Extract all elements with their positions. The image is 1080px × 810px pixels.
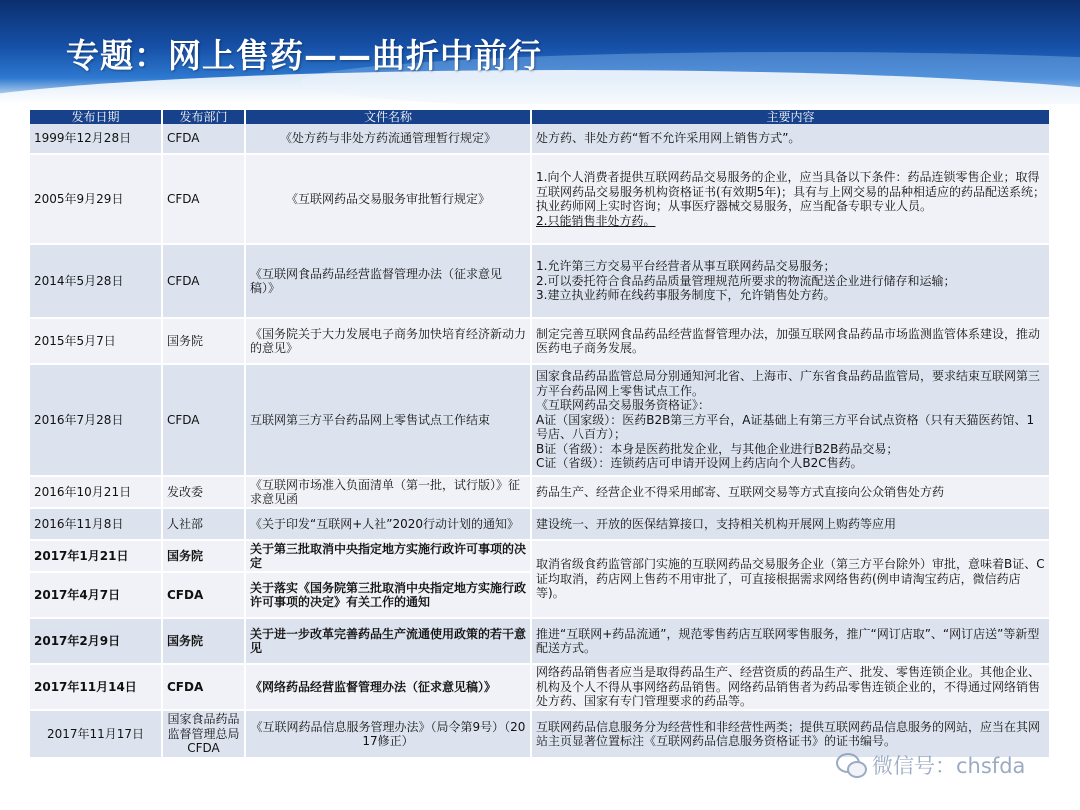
content-line: 国家食品药品监管总局分别通知河北省、上海市、广东省食品药品监管局，要求结束互联网第三方平台药品网上零售试点工作。 [536,369,1041,398]
row-content [531,508,1050,540]
row-date: 2017年11月17日 [30,710,162,758]
policy-table [30,110,1051,759]
table-header-row [30,110,1050,124]
row-content [531,476,1050,508]
row-content [531,618,1050,664]
row-file: 《关于印发“互联网+人社”2020行动计划的通知》 [245,508,531,540]
row-dept: 国务院 [162,318,245,364]
row-dept: 国家食品药品监督管理总局CFDA [162,710,245,758]
wechat-watermark [836,748,1051,782]
header-dept: 发布部门 [162,110,245,124]
content-line: 1.允许第三方交易平台经营者从事互联网药品交易服务； [536,259,836,274]
row-file: 《互联网药品信息服务管理办法》（局令第9号）（2017修正） [245,710,531,758]
row-date: 1999年12月28日 [30,124,162,154]
row-date: 2016年11月8日 [30,508,162,540]
row-content [531,154,1050,244]
header-date: 发布日期 [30,110,162,124]
row-file: 《国务院关于大力发展电子商务加快培育经济新动力的意见》 [245,318,531,364]
row-file: 关于进一步改革完善药品生产流通使用政策的若干意见 [245,618,531,664]
row-date: 2017年11月14日 [30,664,162,710]
row-dept: 国务院 [162,618,245,664]
content-line: 推进“互联网+药品流通”，规范零售药店互联网零售服务，推广“网订店取”、“网订店送”等新型配送方式。 [536,626,1040,655]
row-content [531,124,1050,154]
content-line: 互联网药品信息服务分为经营性和非经营性两类；提供互联网药品信息服务的网站，应当在其网站主页显著位置标注《互联网药品信息服务资格证书》的证书编号。 [536,719,1041,748]
row-content [531,318,1050,364]
row-date: 2016年7月28日 [30,364,162,476]
row-dept: 发改委 [162,476,245,508]
row-dept: CFDA [162,572,245,618]
table-row [30,154,1050,244]
table-row [30,244,1050,318]
row-file: 《互联网市场准入负面清单（第一批，试行版）》征求意见函 [245,476,531,508]
row-date: 2016年10月21日 [30,476,162,508]
content-line: 取消省级食药监管部门实施的互联网药品交易服务企业（第三方平台除外）审批，意味着B证、C证均取消，药店网上售药不用审批了，可直接根据需求网络售药(例申请淘宝药店，微信药店等)。 [536,557,1045,601]
table-row [30,664,1050,710]
content-line: 建设统一、开放的医保结算接口，支持相关机构开展网上购药等应用 [536,516,897,531]
content-line: B证（省级）：本身是医药批发企业，与其他企业进行B2B药品交易； [536,441,899,456]
row-file: 互联网第三方平台药品网上零售试点工作结束 [245,364,531,476]
row-date: 2017年4月7日 [30,572,162,618]
table-row [30,318,1050,364]
row-file: 《互联网食品药品经营监督管理办法（征求意见稿）》 [245,244,531,318]
row-date: 2015年5月7日 [30,318,162,364]
row-dept: 人社部 [162,508,245,540]
wechat-icon [836,753,866,777]
row-date: 2017年1月21日 [30,540,162,572]
content-line: 《互联网药品交易服务资格证》： [536,398,711,413]
table-row [30,476,1050,508]
table-row [30,540,1050,572]
content-line: 网络药品销售者应当是取得药品生产、经营资质的药品生产、批发、零售连锁企业。其他企业、机构及个人不得从事网络药品销售。网络药品销售者为药品零售连锁企业的，不得通过网络销售处方药、国家有专门管理要求的药品等。 [536,665,1041,709]
content-line: 1.向个人消费者提供互联网药品交易服务的企业，应当具备以下条件：药品连锁零售企业；取得互联网药品交易服务机构资格证书(有效期5年)；具有与上网交易的品种相适应的药品配送系统；执业药师网上实时咨询；从事医疗器械交易服务，应当配备专职专业人员。 [536,170,1046,213]
table-row [30,124,1050,154]
row-dept: CFDA [162,364,245,476]
content-line: C证（省级）：连锁药店可申请开设网上药店向个人B2C售药。 [536,456,863,471]
row-date: 2014年5月28日 [30,244,162,318]
row-content [531,664,1050,710]
page-title: 专题：网上售药——曲折中前行 [66,36,542,75]
content-line: 药品生产、经营企业不得采用邮寄、互联网交易等方式直接向公众销售处方药 [536,484,945,499]
table-row [30,618,1050,664]
content-line: 2.只能销售非处方药。 [536,213,656,228]
content-line: 2.可以委托符合食品药品质量管理规范所要求的物流配送企业进行储存和运输； [536,273,956,288]
row-dept: CFDA [162,664,245,710]
table-row [30,364,1050,476]
row-dept: 国务院 [162,540,245,572]
row-file: 《互联网药品交易服务审批暂行规定》 [245,154,531,244]
row-date: 2005年9月29日 [30,154,162,244]
row-file: 《处方药与非处方药流通管理暂行规定》 [245,124,531,154]
header-content: 主要内容 [531,110,1050,124]
row-dept: CFDA [162,154,245,244]
row-content [531,244,1050,318]
content-line: A证（国家级）：医药B2B第三方平台，A证基础上有第三方平台试点资格（只有天猫医药馆、1号店、八百方）； [536,412,1035,442]
row-dept: CFDA [162,124,245,154]
row-content [531,364,1050,476]
content-line: 处方药、非处方药“暂不允许采用网上销售方式”。 [536,131,801,146]
table-row [30,508,1050,540]
content-line: 制定完善互联网食品药品经营监督管理办法，加强互联网食品药品市场监测监管体系建设，推动医药电子商务发展。 [536,326,1041,355]
watermark-text: 微信号：chsfda [872,754,1026,778]
row-file: 《网络药品经营监督管理办法（征求意见稿）》 [245,664,531,710]
row-file: 关于第三批取消中央指定地方实施行政许可事项的决定 [245,540,531,572]
row-date: 2017年2月9日 [30,618,162,664]
content-line: 3.建立执业药师在线药事服务制度下，允许销售处方药。 [536,288,836,303]
header-file: 文件名称 [245,110,531,124]
row-file: 关于落实《国务院第三批取消中央指定地方实施行政许可事项的决定》有关工作的通知 [245,572,531,618]
row-dept: CFDA [162,244,245,318]
row-content [531,540,1050,618]
